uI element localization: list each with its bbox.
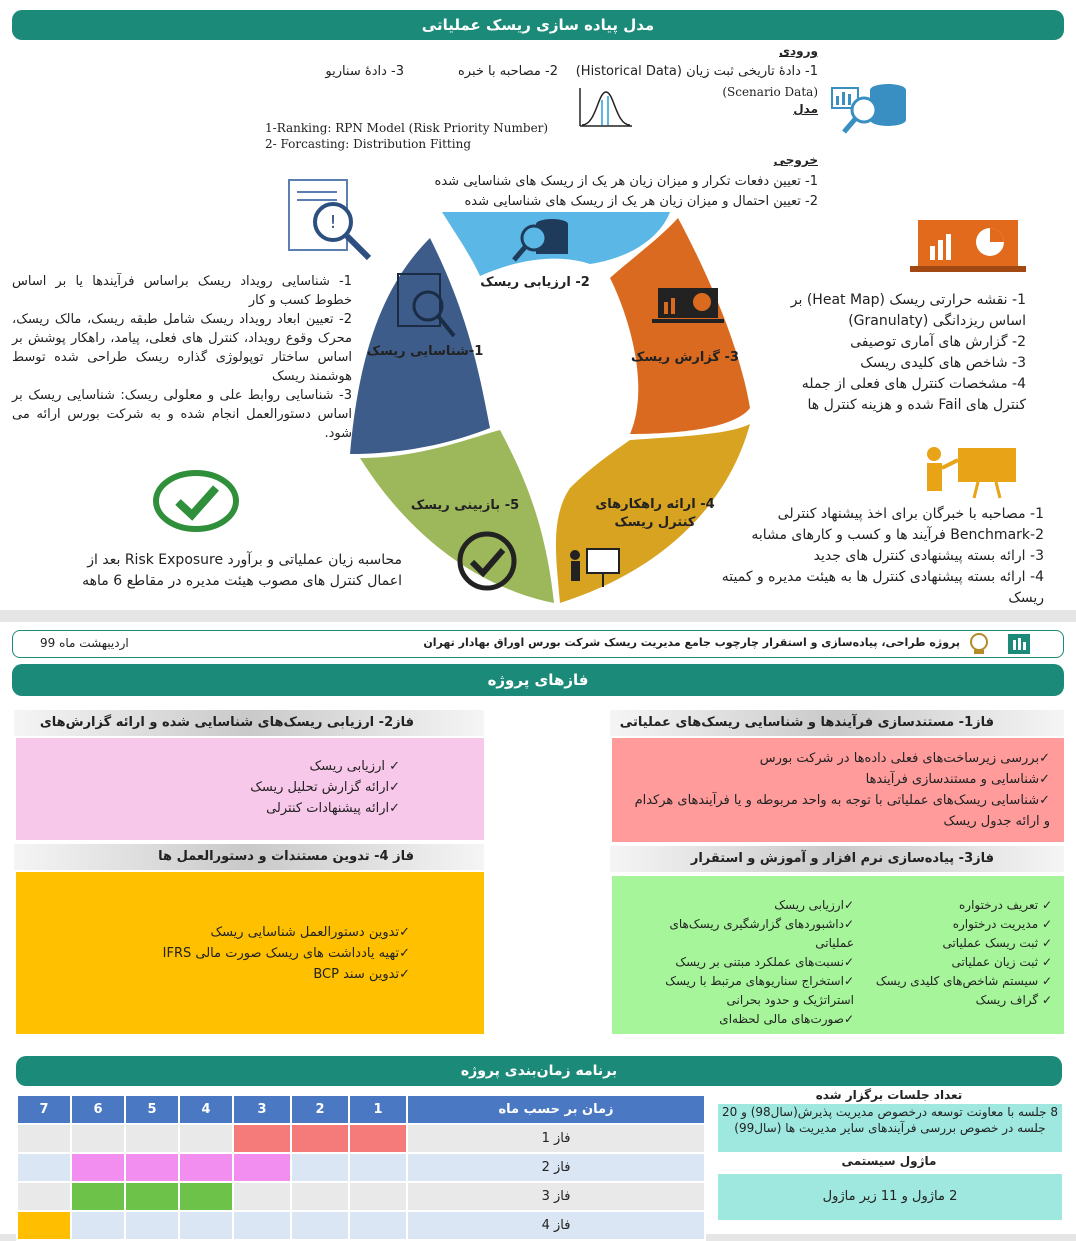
modules-title: ماژول سیستمی [841, 1154, 937, 1168]
phase2-item-3: ✓ارائه پیشنهادات کنترلی [266, 801, 400, 816]
exchange-logo-icon [966, 632, 992, 656]
phase1-item-2: ✓شناسایی و مستندسازی فرآیندها [865, 772, 1050, 787]
phase1-box [612, 738, 1064, 842]
phase3-right-item-3: ✓ ثبت ریسک عملیاتی [942, 936, 1052, 950]
schedule-title: برنامه زمان‌بندی پروژه [16, 1056, 1062, 1086]
schedule-cell-month-4 [179, 1124, 233, 1153]
controls-item-3: 3- ارائه بسته پیشنهادی کنترل های جدید [813, 548, 1044, 564]
schedule-row [17, 1153, 705, 1182]
modules-text: 2 ماژول و 11 زیر ماژول [718, 1174, 1062, 1220]
schedule-cell-month-7 [17, 1124, 71, 1153]
phase3-left-item-4: ✓استخراج سناریوهای مرتبط با ریسک استراتژیک و حدود بحرانی [665, 974, 854, 1007]
model-line-2: 2- Forcasting: Distribution Fitting [265, 137, 472, 151]
segment-search-database-icon [508, 214, 578, 266]
phase3-right-item-6: ✓ گراف ریسک [975, 993, 1052, 1007]
phase3-col-left [654, 896, 854, 1029]
model-heading: مدل [793, 102, 818, 116]
month-3: 3 [233, 1095, 291, 1124]
check-icon: ✓ [1038, 898, 1052, 912]
phase3-right-item-2: ✓ مدیریت درختواره [952, 917, 1052, 931]
schedule-cell-month-5 [125, 1124, 179, 1153]
phase3-left-item-2: ✓داشبوردهای گزارشگیری ریسک‌های عملیاتی [669, 917, 854, 950]
cycle-label-controls: 4- ارائه راهکارهای کنترل ریسک [595, 497, 715, 530]
check-icon: ✓ [399, 967, 410, 982]
phase4-item-2: ✓تهیه یادداشت های ریسک صورت مالی IFRS [162, 946, 410, 961]
phase2-box [16, 738, 484, 840]
phase1-item-3: ✓شناسایی ریسک‌های عملیاتی با توجه به واحد مربوطه و یا فرآیندهای هرکدام و ارائه جدول ریسک [634, 793, 1050, 829]
phase3-left-item-5: ✓صورت‌های مالی لحظه‌ای [719, 1012, 854, 1026]
schedule-cell-month-4 [179, 1211, 233, 1240]
phase3-box [612, 876, 1064, 1034]
schedule-cell-month-3 [233, 1211, 291, 1240]
controls-item-1: 1- مصاحبه با خبرگان برای اخذ پیشنهاد کنترلی [777, 506, 1044, 522]
search-database-icon [830, 80, 910, 136]
phase3-title: فاز3- پیاده‌سازی نرم افزار و آموزش و استقرار [610, 846, 1064, 872]
schedule-header-label: زمان بر حسب ماه [407, 1095, 705, 1124]
schedule-row-label: فاز 3 [407, 1182, 705, 1211]
report-item-2: 2- گزارش های آماری توصیفی [850, 334, 1026, 350]
model-title: مدل پیاده سازی ریسک عملیاتی [12, 10, 1064, 40]
check-icon: ✓ [399, 946, 410, 961]
schedule-cell-month-2 [291, 1124, 349, 1153]
risk-model-panel [0, 0, 1076, 610]
phase3-left-item-3: ✓نسبت‌های عملکرد مبتنی بر ریسک [675, 955, 854, 969]
month-5: 5 [125, 1095, 179, 1124]
identification-item-1: 1- شناسایی رویداد ریسک براساس فرآیندها یا بر اساس خطوط کسب و کار [12, 274, 352, 308]
phase2-title: فاز2- ارزیابی ریسک‌های شناسایی شده و ارائه گزارش‌های [14, 710, 484, 736]
controls-text [712, 504, 1044, 609]
month-1: 1 [349, 1095, 407, 1124]
identification-item-2: 2- تعیین ابعاد رویداد ریسک شامل طبقه ریسک، مالک ریسک، محرک وقوع رویداد، کنترل های فعلی، پیامد، راهکار پوشش بر اساس ساختار توپولوژی گذاره ریسک طراحی شده توسط هوشمند ریسک [12, 312, 352, 384]
check-icon: ✓ [1038, 955, 1052, 969]
schedule-header-row [17, 1095, 705, 1124]
schedule-cell-month-5 [125, 1153, 179, 1182]
phase3-col-right [862, 896, 1052, 1010]
output-item-2: 2- تعیین احتمال و میزان زیان هر یک از ریسک های شناسایی شده [464, 194, 818, 209]
schedule-cell-month-6 [71, 1182, 125, 1211]
schedule-cell-month-7 [17, 1211, 71, 1240]
project-header-date: اردیبهشت ماه 99 [40, 636, 129, 650]
check-icon: ✓ [1038, 974, 1052, 988]
input-item-3: 3- دادۀ سناریو [325, 64, 404, 79]
schedule-cell-month-7 [17, 1182, 71, 1211]
company-logo-icon [1008, 634, 1030, 654]
project-header-title: پروژه طراحی، پیادەسازی و استقرار چارچوب جامع مدیریت ریسک شرکت بورس اوراق بهادار تهران [423, 636, 960, 649]
check-icon: ✓ [389, 801, 400, 816]
schedule-cell-month-4 [179, 1182, 233, 1211]
meetings-text: 8 جلسه با معاونت توسعه درخصوص مدیریت پذیرش(سال98) و 20 جلسه در خصوص بررسی فرآیندهای سایر مدیریت ها (سال99) [718, 1104, 1062, 1152]
month-4: 4 [179, 1095, 233, 1124]
schedule-cell-month-3 [233, 1124, 291, 1153]
month-6: 6 [71, 1095, 125, 1124]
phase4-item-1: ✓تدوین دستورالعمل شناسایی ریسک [210, 925, 410, 940]
check-icon: ✓ [384, 759, 400, 774]
presenter-board-icon [918, 444, 1020, 500]
svg-text:!: ! [329, 212, 337, 233]
schedule-cell-month-1 [349, 1153, 407, 1182]
check-icon: ✓ [1039, 772, 1050, 787]
segment-chart-laptop-icon [652, 286, 724, 326]
segment-presenter-icon [565, 545, 621, 589]
model-line-1: 1-Ranking: RPN Model (Risk Priority Number) [265, 121, 549, 135]
phase3-right-item-1: ✓ تعریف درختواره [959, 898, 1052, 912]
input-heading: ورودی [779, 44, 818, 58]
month-7: 7 [17, 1095, 71, 1124]
segment-document-search-icon [394, 270, 460, 342]
check-icon: ✓ [843, 1012, 854, 1026]
schedule-row-label: فاز 2 [407, 1153, 705, 1182]
schedule-cell-month-6 [71, 1124, 125, 1153]
check-icon: ✓ [1039, 793, 1050, 808]
schedule-cell-month-2 [291, 1182, 349, 1211]
phase4-box [16, 872, 484, 1034]
report-item-1: 1- نقشه حرارتی ریسک (Heat Map) بر اساس ریزدانگی (Granulaty) [790, 292, 1026, 329]
schedule-cell-month-4 [179, 1153, 233, 1182]
identification-item-3: 3- شناسایی روابط علی و معلولی ریسک: شناسایی ریسک بر اساس دستورالعمل انجام شده و به شرکت بورس ارائه می شود. [12, 388, 352, 441]
report-item-3: 3- شاخص های کلیدی ریسک [860, 355, 1026, 371]
phase4-title: فاز 4- تدوین مستندات و دستورالعمل ها [14, 844, 484, 870]
schedule-cell-month-2 [291, 1211, 349, 1240]
chart-laptop-icon [910, 218, 1026, 274]
phase3-right-item-5: ✓ سیستم شاخص‌های کلیدی ریسک [875, 974, 1052, 988]
check-icon: ✓ [399, 925, 410, 940]
check-icon: ✓ [843, 955, 854, 969]
project-phases-panel [0, 622, 1076, 1234]
input-item-1-cont: (Scenario Data) [722, 85, 818, 99]
schedule-cell-month-1 [349, 1211, 407, 1240]
check-icon: ✓ [843, 917, 854, 931]
check-icon: ✓ [389, 780, 400, 795]
cycle-label-identification: 1-شناسایی ریسک [366, 344, 484, 359]
controls-item-2: 2-Benchmark فرآیند ها و کسب و کارهای مشابه [751, 527, 1044, 543]
phase1-item-1: ✓بررسی زیرساخت‌های فعلی داده‌ها در شرکت بورس [759, 751, 1050, 766]
schedule-cell-month-7 [17, 1153, 71, 1182]
input-item-1: 1- دادۀ تاریخی ثبت زیان (Historical Data) [575, 64, 818, 79]
check-icon: ✓ [1038, 917, 1052, 931]
schedule-row [17, 1182, 705, 1211]
schedule-row [17, 1124, 705, 1153]
phase3-left-item-1: ✓ارزیابی ریسک [774, 898, 854, 912]
phase2-item-1: ✓ ارزیابی ریسک [309, 759, 400, 774]
schedule-cell-month-6 [71, 1153, 125, 1182]
month-2: 2 [291, 1095, 349, 1124]
cycle-label-assessment: 2- ارزیابی ریسک [480, 275, 590, 290]
cycle-label-reporting: 3- گزارش ریسک [631, 350, 739, 365]
segment-checkmark-icon [452, 528, 522, 594]
schedule-cell-month-3 [233, 1153, 291, 1182]
phase3-right-item-4: ✓ ثبت زیان عملیاتی [951, 955, 1052, 969]
phase4-item-3: ✓تدوین سند BCP [313, 967, 410, 982]
phase2-item-2: ✓ارائه گزارش تحلیل ریسک [250, 780, 400, 795]
checkmark-circle-icon [148, 468, 244, 534]
check-icon: ✓ [843, 898, 854, 912]
schedule-table [16, 1094, 706, 1241]
schedule-cell-month-5 [125, 1211, 179, 1240]
schedule-cell-month-3 [233, 1182, 291, 1211]
schedule-cell-month-1 [349, 1182, 407, 1211]
schedule-row-label: فاز 1 [407, 1124, 705, 1153]
input-item-2: 2- مصاحبه با خبره [457, 64, 558, 79]
document-search-icon [275, 176, 379, 262]
check-icon: ✓ [1038, 993, 1052, 1007]
check-icon: ✓ [1039, 751, 1050, 766]
schedule-row [17, 1211, 705, 1240]
output-heading: خروجی [773, 153, 818, 167]
cycle-label-review: 5- بازبینی ریسک [410, 498, 520, 513]
meetings-title: تعداد جلسات برگزار شده [815, 1088, 963, 1102]
review-text: محاسبه زیان عملیاتی و برآورد Risk Exposure بعد از اعمال کنترل های مصوب هیئت مدیره در مقاطع 6 ماهه [82, 552, 402, 589]
bell-curve-icon [578, 86, 634, 128]
controls-item-4: 4- ارائه بسته پیشنهادی کنترل ها به هیئت مدیره و کمیته ریسک [721, 569, 1044, 606]
schedule-cell-month-2 [291, 1153, 349, 1182]
output-item-1: 1- تعیین دفعات تکرار و میزان زیان هر یک از ریسک های شناسایی شده [434, 174, 818, 189]
phase1-title: فاز1- مستندسازی فرآیندها و شناسایی ریسک‌های عملیاتی [610, 710, 1064, 736]
schedule-cell-month-5 [125, 1182, 179, 1211]
identification-text [12, 272, 352, 443]
check-icon: ✓ [1038, 936, 1052, 950]
report-text [770, 290, 1026, 416]
report-item-4: 4- مشخصات کنترل های فعلی از جمله کنترل های Fail شده و هزینه کنترل ها [801, 376, 1026, 413]
check-icon: ✓ [843, 974, 854, 988]
schedule-cell-month-6 [71, 1211, 125, 1240]
schedule-cell-month-1 [349, 1124, 407, 1153]
schedule-row-label: فاز 4 [407, 1211, 705, 1240]
phases-title: فازهای پروژه [12, 664, 1064, 696]
cycle-center [500, 373, 580, 453]
